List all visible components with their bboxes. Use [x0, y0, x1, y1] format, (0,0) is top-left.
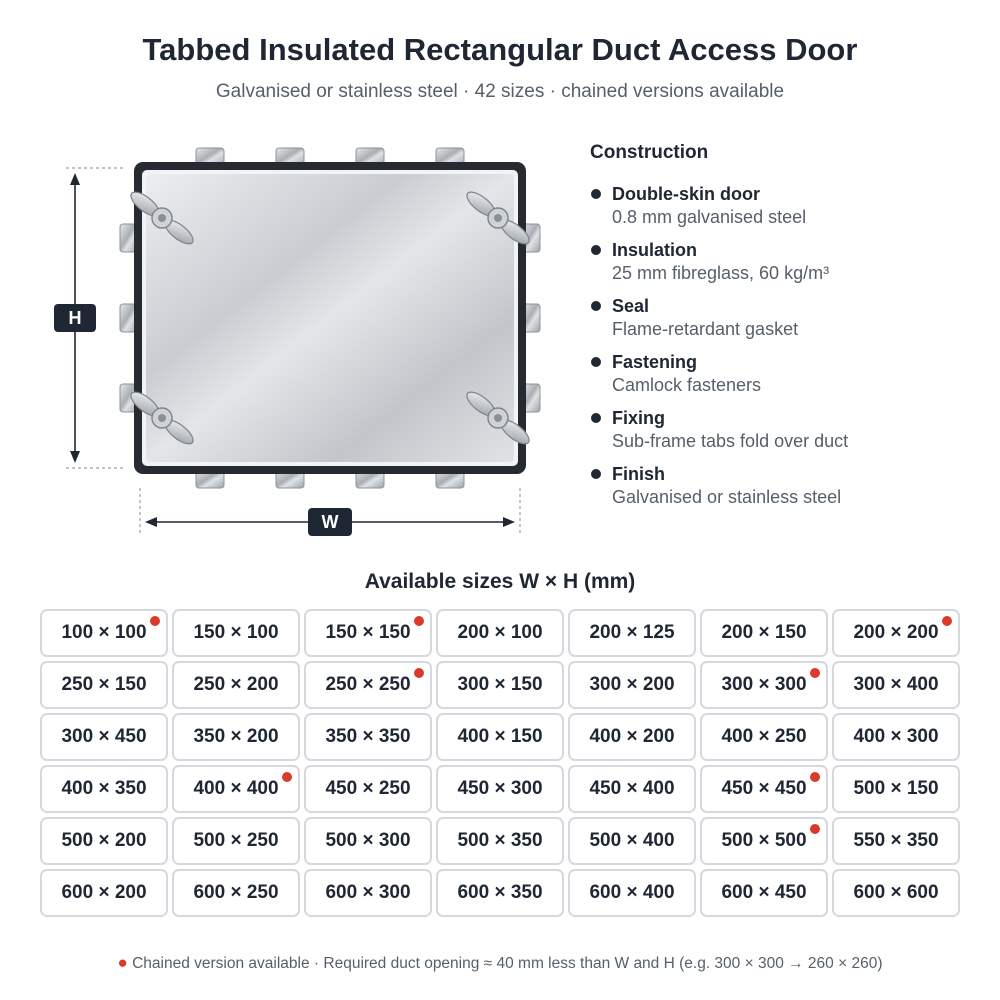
construction-item-name: Double-skin door: [612, 184, 760, 204]
size-option[interactable]: [568, 817, 696, 865]
size-option-label: 350 × 350: [325, 726, 411, 747]
construction-item-value: 0.8 mm galvanised steel: [612, 207, 807, 227]
size-option-label: 200 × 150: [721, 622, 807, 643]
size-option[interactable]: [172, 713, 300, 761]
size-option[interactable]: [700, 661, 828, 709]
size-option[interactable]: [172, 765, 300, 813]
size-option[interactable]: [40, 609, 168, 657]
construction-list: [590, 183, 980, 519]
construction-item-name: Seal: [612, 296, 650, 316]
construction-item-name: Finish: [612, 464, 665, 484]
size-option-label: 600 × 250: [193, 882, 279, 903]
size-option-label: 400 × 400: [193, 778, 279, 799]
page-title: Tabbed Insulated Rectangular Duct Access Door: [142, 32, 858, 67]
size-option[interactable]: [700, 609, 828, 657]
size-option[interactable]: [832, 817, 960, 865]
size-option-label: 300 × 300: [721, 674, 807, 695]
construction-item-value: Flame-retardant gasket: [612, 319, 799, 339]
bullet-icon: [591, 357, 601, 367]
chained-marker-icon: ●: [117, 953, 128, 972]
size-option-label: 300 × 450: [61, 726, 147, 747]
construction-item-value: Sub-frame tabs fold over duct: [612, 431, 849, 451]
size-option-label: 150 × 150: [325, 622, 411, 643]
size-option[interactable]: [568, 609, 696, 657]
footnote-text: Chained version available · Required duct opening ≈ 40 mm less than W and H (e.g. 300 × 300 → 260 × 260): [132, 955, 883, 972]
construction-item-value: 25 mm fibreglass, 60 kg/m³: [612, 263, 830, 283]
size-option[interactable]: [304, 609, 432, 657]
height-label: H: [54, 304, 96, 332]
size-option[interactable]: [40, 713, 168, 761]
construction-item: [590, 351, 980, 407]
size-option-label: 250 × 150: [61, 674, 147, 695]
size-option[interactable]: [568, 765, 696, 813]
bullet-icon: [591, 245, 601, 255]
size-option-label: 600 × 450: [721, 882, 807, 903]
size-option-label: 450 × 250: [325, 778, 411, 799]
size-option-label: 500 × 300: [325, 830, 411, 851]
size-option-label: 300 × 400: [853, 674, 939, 695]
bullet-icon: [591, 469, 601, 479]
construction-heading: Construction: [590, 142, 709, 163]
size-option[interactable]: [568, 869, 696, 917]
size-grid: [40, 609, 960, 917]
page-subtitle: Galvanised or stainless steel · 42 sizes · chained versions available: [215, 81, 785, 102]
size-option-label: 600 × 600: [853, 882, 939, 903]
size-option-label: 500 × 200: [61, 830, 147, 851]
size-option[interactable]: [832, 609, 960, 657]
width-label: W: [308, 508, 352, 536]
size-option-label: 350 × 200: [193, 726, 279, 747]
bullet-icon: [591, 189, 601, 199]
chained-marker-icon: [810, 772, 820, 782]
chained-marker-icon: [150, 616, 160, 626]
size-option[interactable]: [436, 661, 564, 709]
size-option[interactable]: [568, 661, 696, 709]
construction-item: [590, 295, 980, 351]
chained-marker-icon: [282, 772, 292, 782]
access-door-diagram: [0, 130, 560, 550]
size-option[interactable]: [304, 713, 432, 761]
size-option-label: 600 × 350: [457, 882, 543, 903]
size-option[interactable]: [832, 765, 960, 813]
chained-marker-icon: [810, 668, 820, 678]
size-option-label: 450 × 300: [457, 778, 543, 799]
size-option-label: 300 × 150: [457, 674, 543, 695]
construction-item: [590, 239, 980, 295]
size-option-label: 450 × 400: [589, 778, 675, 799]
size-option-label: 600 × 400: [589, 882, 675, 903]
door-panel: [134, 162, 526, 474]
construction-item-name: Fastening: [612, 352, 698, 372]
size-option-label: 500 × 250: [193, 830, 279, 851]
size-option-label: 400 × 200: [589, 726, 675, 747]
size-option[interactable]: [700, 713, 828, 761]
chained-marker-icon: [942, 616, 952, 626]
size-option-label: 400 × 250: [721, 726, 807, 747]
size-option[interactable]: [172, 609, 300, 657]
size-option-label: 150 × 100: [193, 622, 279, 643]
construction-item-name: Fixing: [612, 408, 665, 428]
size-option[interactable]: [436, 713, 564, 761]
size-option-label: 550 × 350: [853, 830, 939, 851]
size-option-label: 200 × 125: [589, 622, 675, 643]
size-option[interactable]: [40, 661, 168, 709]
size-option-label: 250 × 250: [325, 674, 411, 695]
size-option[interactable]: [568, 713, 696, 761]
size-option-label: 500 × 400: [589, 830, 675, 851]
size-option-label: 100 × 100: [61, 622, 147, 643]
construction-item: [590, 463, 980, 519]
construction-item-name: Insulation: [612, 240, 697, 260]
construction-panel: [590, 142, 980, 507]
size-option[interactable]: [832, 661, 960, 709]
construction-item-value: Galvanised or stainless steel: [612, 487, 842, 507]
size-option-label: 600 × 300: [325, 882, 411, 903]
chained-marker-icon: [810, 824, 820, 834]
size-option-label: 400 × 300: [853, 726, 939, 747]
size-option-label: 600 × 200: [61, 882, 147, 903]
size-option[interactable]: [436, 765, 564, 813]
size-option[interactable]: [304, 817, 432, 865]
size-option[interactable]: [436, 817, 564, 865]
size-option-label: 500 × 150: [853, 778, 939, 799]
sizes-heading: Available sizes W × H (mm): [364, 570, 636, 593]
size-option-label: 300 × 200: [589, 674, 675, 695]
size-option[interactable]: [40, 869, 168, 917]
size-option-label: 250 × 200: [193, 674, 279, 695]
size-option[interactable]: [172, 817, 300, 865]
bullet-icon: [591, 301, 601, 311]
footnote: [0, 953, 1000, 973]
size-option-label: 200 × 200: [853, 622, 939, 643]
size-option[interactable]: [700, 765, 828, 813]
chained-marker-icon: [414, 668, 424, 678]
size-option[interactable]: [700, 869, 828, 917]
size-option[interactable]: [304, 765, 432, 813]
size-option-label: 200 × 100: [457, 622, 543, 643]
size-option[interactable]: [304, 661, 432, 709]
size-option[interactable]: [172, 661, 300, 709]
access-door-illustration: [0, 130, 560, 550]
size-option-label: 500 × 500: [721, 830, 807, 851]
size-option-label: 400 × 350: [61, 778, 147, 799]
construction-item-value: Camlock fasteners: [612, 375, 762, 395]
size-option[interactable]: [436, 609, 564, 657]
size-option-label: 450 × 450: [721, 778, 807, 799]
size-option[interactable]: [832, 713, 960, 761]
construction-item: [590, 183, 980, 239]
bullet-icon: [591, 413, 601, 423]
construction-item: [590, 407, 980, 463]
size-option-label: 500 × 350: [457, 830, 543, 851]
size-option[interactable]: [304, 869, 432, 917]
size-option[interactable]: [832, 869, 960, 917]
size-option[interactable]: [700, 817, 828, 865]
size-option[interactable]: [40, 817, 168, 865]
size-option-label: 400 × 150: [457, 726, 543, 747]
chained-marker-icon: [414, 616, 424, 626]
size-option[interactable]: [172, 869, 300, 917]
size-option[interactable]: [436, 869, 564, 917]
size-option[interactable]: [40, 765, 168, 813]
